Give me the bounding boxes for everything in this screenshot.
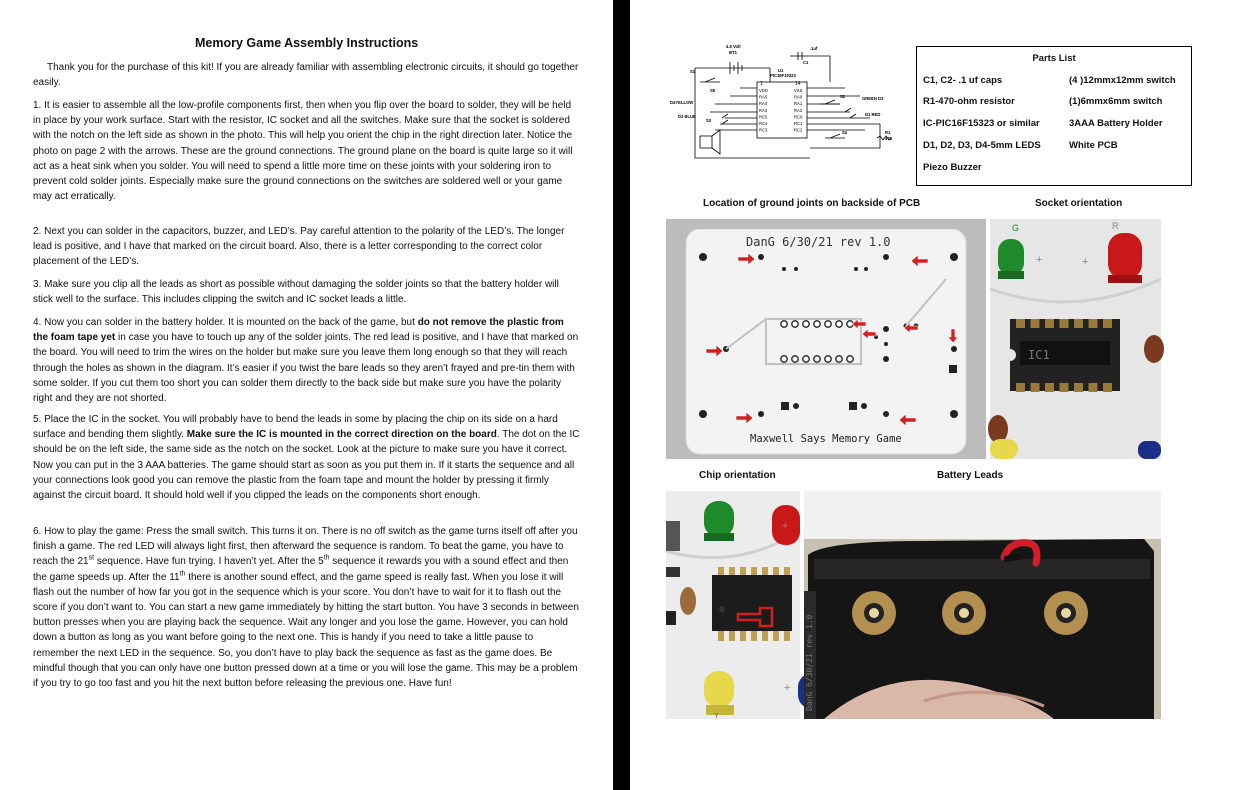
step-4-paragraph: [33, 315, 581, 406]
socket-pin: [1103, 383, 1112, 392]
pcb-ic-pad: [847, 356, 853, 362]
pcb-ic-pad: [803, 356, 809, 362]
step-6-paragraph: [33, 524, 581, 691]
schematic-pin-14: 14: [795, 81, 801, 87]
socket-pin: [1031, 383, 1040, 392]
caption-battery-leads: Battery Leads: [937, 470, 1004, 481]
photo-socket-orientation: [990, 219, 1161, 459]
socket-led-letter-g: G: [1012, 223, 1020, 233]
pcb-ic-pad: [792, 356, 798, 362]
pcb-ic-pad: [781, 321, 787, 327]
step-5-bold: Make sure the IC is mounted in the correct direction on the board: [186, 429, 497, 441]
schematic-left-pin: RA3: [759, 107, 768, 113]
schematic-ic-part: PIC16F15323: [770, 73, 796, 78]
pcb-ic-pad: [814, 321, 820, 327]
chip-pin: [729, 631, 735, 641]
step-1-paragraph: 1. It is easier to assemble all the low-profile components first, then when you flip over the board to solder, they will be held in place by your work surface. Start with the resistor, IC socket and all the switches. Make sure that the socket is soldered with the notch on the left side as shown in the photo. This will help you orient the chip in the right direction later. Notice the photo on page 2 with the arrows. These are the ground connections. The ground plane on the board is quite large so it will act as a heat sink when you solder. You will need to spend a little more time on these joints with your soldering iron to prevent cold solder joints. Especially make sure the ground connections on the switches are soldered well or your game may act erratically.: [33, 100, 573, 203]
photo-battery-leads: [804, 491, 1161, 719]
socket-pin: [1060, 383, 1069, 392]
chip-plus-bottom: +: [784, 682, 791, 694]
part-resistor: R1-470-ohm resistor: [923, 96, 1015, 107]
chip-plus-top: +: [782, 520, 789, 532]
pcb-ic-pad: [803, 321, 809, 327]
page-title: Memory Game Assembly Instructions: [195, 36, 419, 50]
schematic-right-pin: RC2: [794, 127, 803, 133]
schematic-right-pin: RA2: [794, 107, 803, 113]
parts-list-title: Parts List: [1032, 53, 1076, 64]
chip-pin: [718, 631, 724, 641]
part-buzzer: Piezo Buzzer: [923, 162, 982, 173]
step-5-text-a: 5. Place the IC in the socket. You will probably have to bend the leads in some by placing the chip on its side on a hard surface and bending them slightly.: [33, 414, 558, 441]
socket-ic-label: IC1: [1028, 348, 1050, 362]
schematic-switch-s2: S2: [840, 94, 846, 99]
parts-list: [916, 46, 1192, 186]
schematic-led-yellow: D4YELLOW: [670, 100, 694, 105]
pcb-ic-pad: [825, 321, 831, 327]
schematic-switch-s5: S5: [710, 88, 716, 93]
step-6-sup-3: th: [179, 570, 186, 578]
schematic-resistor-value: 470: [885, 136, 892, 141]
schematic-right-pin: RC1: [794, 121, 803, 126]
chip-led-letter-y: Y: [714, 713, 719, 720]
pcb-ic-pad: [814, 356, 820, 362]
chip-pin: [784, 631, 790, 641]
step-6-text-a: 6. How to play the game: Press the small switch. This turns it on. There is no off switch as the game turns itself off after you finish a game. The red LED will always light first, then afterward the sequence is random. To beat the game, you have to reach the 21: [33, 526, 578, 568]
socket-pin: [1045, 319, 1054, 328]
page-gutter: [613, 0, 630, 790]
circuit-schematic: [670, 38, 900, 178]
schematic-switch-s3: S3: [706, 118, 712, 123]
photo-pcb-backside: [666, 219, 986, 459]
schematic-right-pin: RC0: [794, 114, 803, 120]
part-caps: C1, C2- .1 uf caps: [923, 75, 1003, 86]
schematic-right-pin: VSS: [794, 88, 803, 93]
step-2-paragraph: 2. Next you can solder in the capacitors, buzzer, and LED’s. Pay careful attention to the polarity of the LED’s. The longer lead is positive, and I have that marked on the circuit board. Also, there is a letter corresponding to the correct color placement of the LED’s.: [33, 226, 565, 268]
schematic-ic-ref: U1: [778, 68, 784, 73]
part-leds: D1, D2, D3, D4-5mm LEDS: [923, 140, 1041, 151]
schematic-switch-s1: S1: [690, 69, 696, 74]
socket-pin: [1045, 383, 1054, 392]
pcb-ic-pad: [825, 356, 831, 362]
chip-pin: [773, 631, 779, 641]
schematic-battery-ref: BT1: [729, 50, 737, 55]
step-6-text-b: sequence. Have fun trying. I haven’t yet. After the 5: [94, 556, 324, 568]
schematic-battery-voltage: 4.5 Volt: [726, 44, 741, 49]
chip-pin: [740, 631, 746, 641]
battery-side-pcb-label: DanG 6/30/21 rev 1.0: [805, 614, 814, 711]
left-page: [0, 0, 613, 790]
photo-chip-orientation: [666, 491, 800, 719]
schematic-left-pin: RC3: [759, 127, 768, 133]
step-5-paragraph: [33, 412, 581, 503]
pcb-ic-pad: [836, 356, 842, 362]
schematic-resistor-ref: R1: [885, 130, 891, 135]
schematic-switch-s4: S4: [842, 130, 848, 135]
socket-pin: [1074, 319, 1083, 328]
step-5-text-b: . The dot on the IC should be on the left side, the same side as the notch on the socket. Look at the picture to make sure you have it correct. Now you can put in the 3 AAA batteries. The game should start as soon as you put them in. If it starts the sequence and all your connections look good you can remove the plastic from the foam tape and mount the holder by pressing it firmly against the circuit board. It should hold well if you clipped the leads on the components short enough.: [33, 429, 580, 502]
step-3-paragraph: 3. Make sure you clip all the leads as short as possible without damaging the solder joints so that the battery holder will stick well to the surface. This includes clipping the switch and IC socket leads a little.: [33, 279, 559, 306]
schematic-right-pin: RA1: [794, 101, 803, 107]
chip-pin: [751, 631, 757, 641]
schematic-cap-value: .1uf: [810, 46, 818, 51]
caption-socket-orientation: Socket orientation: [1035, 198, 1123, 209]
socket-pin: [1016, 383, 1025, 392]
step-6-text-c: sequence it rewards you with a sound effect and then the game speeds up. After the 11: [33, 556, 569, 583]
step-6-sup-1: st: [88, 555, 95, 563]
chip-pin: [762, 631, 768, 641]
part-ic: IC-PIC16F15323 or similar: [923, 118, 1040, 129]
socket-pin: [1016, 319, 1025, 328]
step-4-bold: do not remove the plastic from the foam tape yet: [33, 317, 564, 344]
socket-pin: [1074, 383, 1083, 392]
intro-paragraph: Thank you for the purchase of this kit! If you are already familiar with assembling electronic circuits, it should go together easily.: [33, 62, 579, 89]
step-6-sup-2: th: [323, 555, 330, 563]
step-4-text-a: 4. Now you can solder in the battery holder. It is mounted on the back of the game, but: [33, 317, 418, 328]
schematic-left-pin: RC5: [759, 114, 768, 120]
pcb-ic-pad: [792, 321, 798, 327]
socket-led-letter-r: R: [1112, 221, 1119, 231]
caption-chip-orientation: Chip orientation: [699, 470, 776, 481]
step-4-text-b: in case you have to touch up any of the solder joints. The red lead is positive, and I have that marked on the board. You will need to trim the wires on the holder but make sure you leave them long enough so that they will reach through the holes as shown in the diagram. It’s easier if you twist the bare leads so they aren’t frayed and pre-tin them with some solder. If you cut them too short you can solder them directly to the back side but make sure you have the polarity right and they are not shorted.: [33, 332, 579, 405]
schematic-led-green: GREEN D2: [862, 96, 884, 101]
socket-plus-left: +: [1036, 254, 1043, 266]
schematic-cap-ref: C1: [803, 60, 809, 65]
pcb-ic-pad: [781, 356, 787, 362]
schematic-left-pin: RA5: [759, 94, 768, 100]
schematic-led-red: D1 RED: [865, 112, 881, 117]
schematic-right-pin: RA0: [794, 94, 803, 100]
socket-pin: [1060, 319, 1069, 328]
schematic-left-pin: RC4: [759, 121, 768, 126]
socket-pin: [1103, 319, 1112, 328]
schematic-led-blue: D3 BLUE: [678, 114, 696, 119]
part-switch-large: (4 )12mmx12mm switch: [1069, 75, 1176, 86]
part-battery-holder: 3AAA Battery Holder: [1069, 118, 1163, 129]
socket-pin: [1089, 383, 1098, 392]
socket-pin: [1089, 319, 1098, 328]
schematic-pin-1: 1: [760, 81, 763, 87]
pcb-ic-pad: [836, 321, 842, 327]
step-6-text-d: there is another sound effect, and the game speed is really fast. When you lose it will flash out the number of how far you got in the sequence which is your score. You don’t have to wait for it to flash out the score if you don’t want to. You can start a new game immediately by hitting the start button. You have 3 seconds in between button presses when you are playing back the sequence. Wait any longer and you lose the game. However, you can hold down a button as long as you want before going to the next one. This is handy if you need to take a little pause to remember the next LED in the sequence. So, you don’t have to play back the sequence as fast as the game does. Be mindful though that you can only have one button pressed down at a time or you will lose the game. This may be a problem if you try to go too fast and you hit the next button before releasing the previous one. Have fun!: [33, 571, 579, 690]
pcb-revision-label: DanG 6/30/21 rev 1.0: [746, 235, 891, 249]
pcb-game-label: Maxwell Says Memory Game: [750, 433, 902, 445]
right-page: [630, 0, 1241, 790]
part-switch-small: (1)6mmx6mm switch: [1069, 96, 1163, 107]
schematic-left-pin: VDD: [759, 88, 768, 93]
socket-pin: [1031, 319, 1040, 328]
part-pcb: White PCB: [1069, 140, 1118, 151]
caption-ground-joints: Location of ground joints on backside of PCB: [703, 198, 921, 209]
socket-plus-right: +: [1082, 256, 1089, 268]
schematic-left-pin: RA4: [759, 101, 768, 107]
